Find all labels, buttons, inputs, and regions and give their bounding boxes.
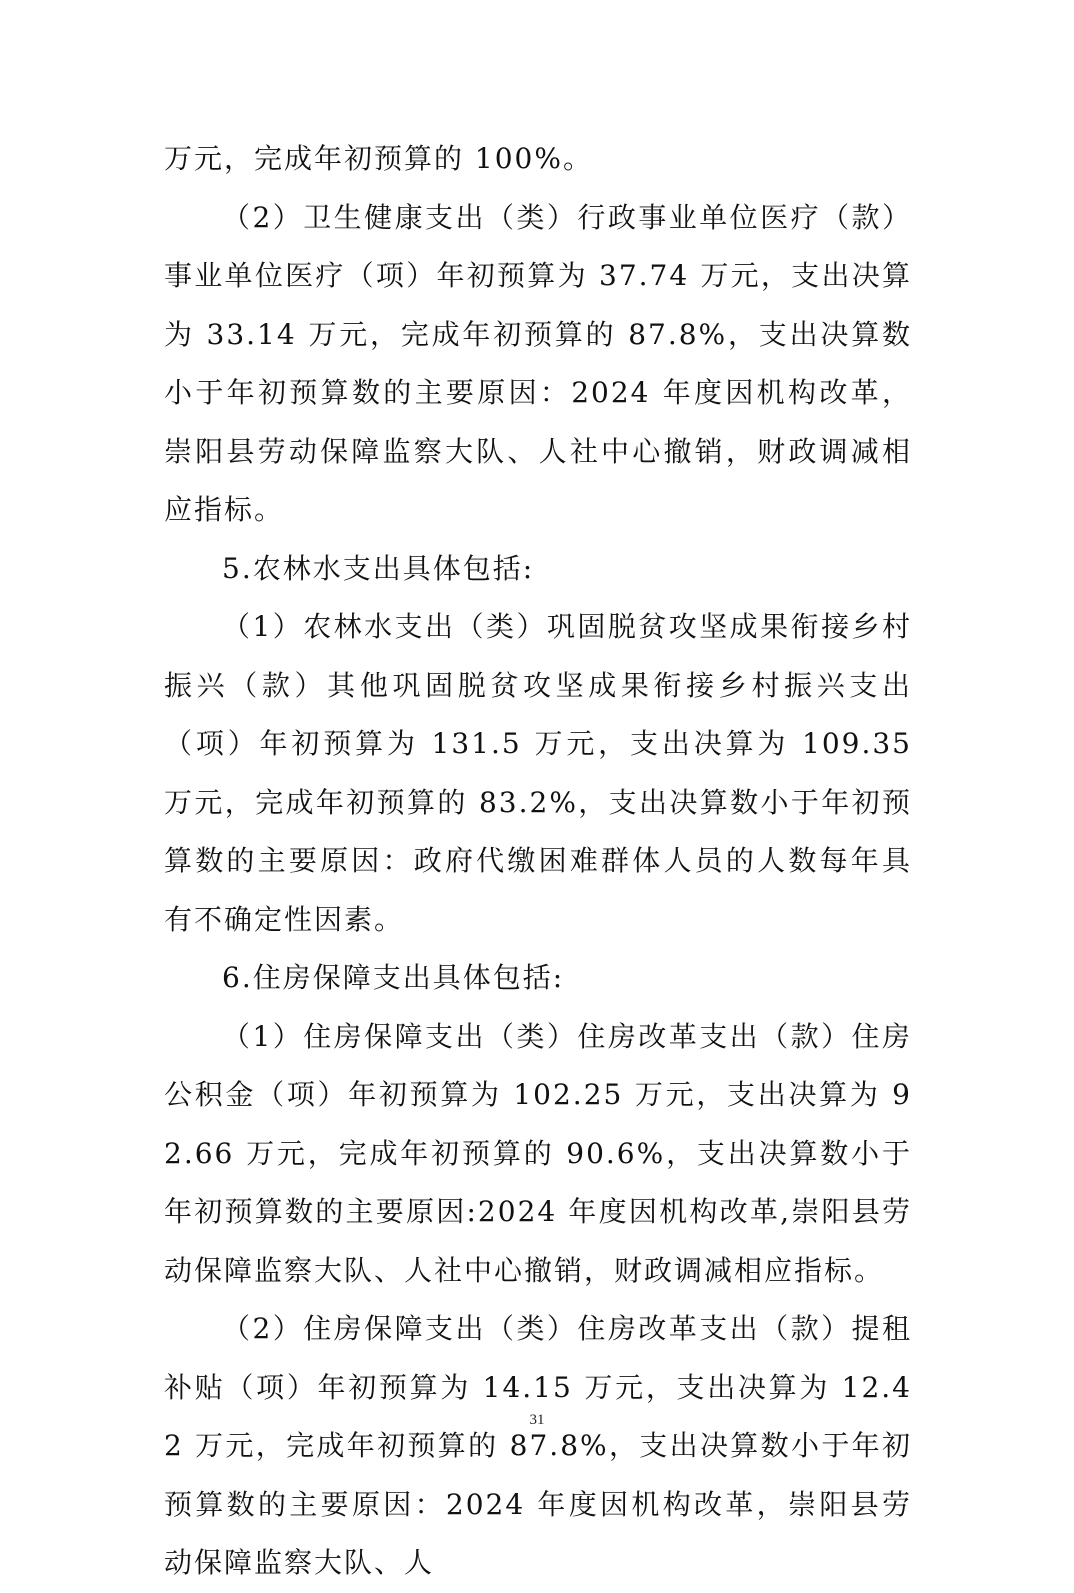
heading-agriculture-expenditure: 5.农林水支出具体包括: [222,551,535,585]
heading-housing-expenditure: 6.住房保障支出具体包括: [222,961,565,994]
page-number: 31 [529,1412,545,1428]
body-text [164,130,912,1593]
paragraph-housing-fund: （1）住房保障支出（类）住房改革支出（款）住房公积金（项）年初预算为 102.25 万元，支出决算为 92.66 万元，完成年初预算的 90.6%，支出决算数小于年初预算数的主要原因:2024 年度因机构改革,崇阳县劳动保障监察大队、人社中心撤销，财政调减相应指标。 [164,1019,912,1287]
paragraph-health-expenditure: （2）卫生健康支出（类）行政事业单位医疗（款）事业单位医疗（项）年初预算为 37.74 万元，支出决算为 33.14 万元，完成年初预算的 87.8%，支出决算数小于年初预算数的主要原因：2024 年度因机构改革，崇阳县劳动保障监察大队、人社中心撤销，财政调减相应指标。 [164,200,912,526]
paragraph-agriculture-expenditure: （1）农林水支出（类）巩固脱贫攻坚成果衔接乡村振兴（款）其他巩固脱贫攻坚成果衔接乡村振兴支出（项）年初预算为 131.5 万元，支出决算为 109.35 万元，完成年初预算的 83.2%，支出决算数小于年初预算数的主要原因：政府代缴困难群体人员的人数每年具有不确定性因素。 [164,610,912,936]
paragraph-continuation: 万元，完成年初预算的 100%。 [164,142,593,175]
paragraph-rent-subsidy: （2）住房保障支出（类）住房改革支出（款）提租补贴（项）年初预算为 14.15 万元，支出决算为 12.42 万元，完成年初预算的 87.8%，支出决算数小于年初预算数的主要原因：2024 年度因机构改革，崇阳县劳动保障监察大队、人 [164,1312,912,1579]
